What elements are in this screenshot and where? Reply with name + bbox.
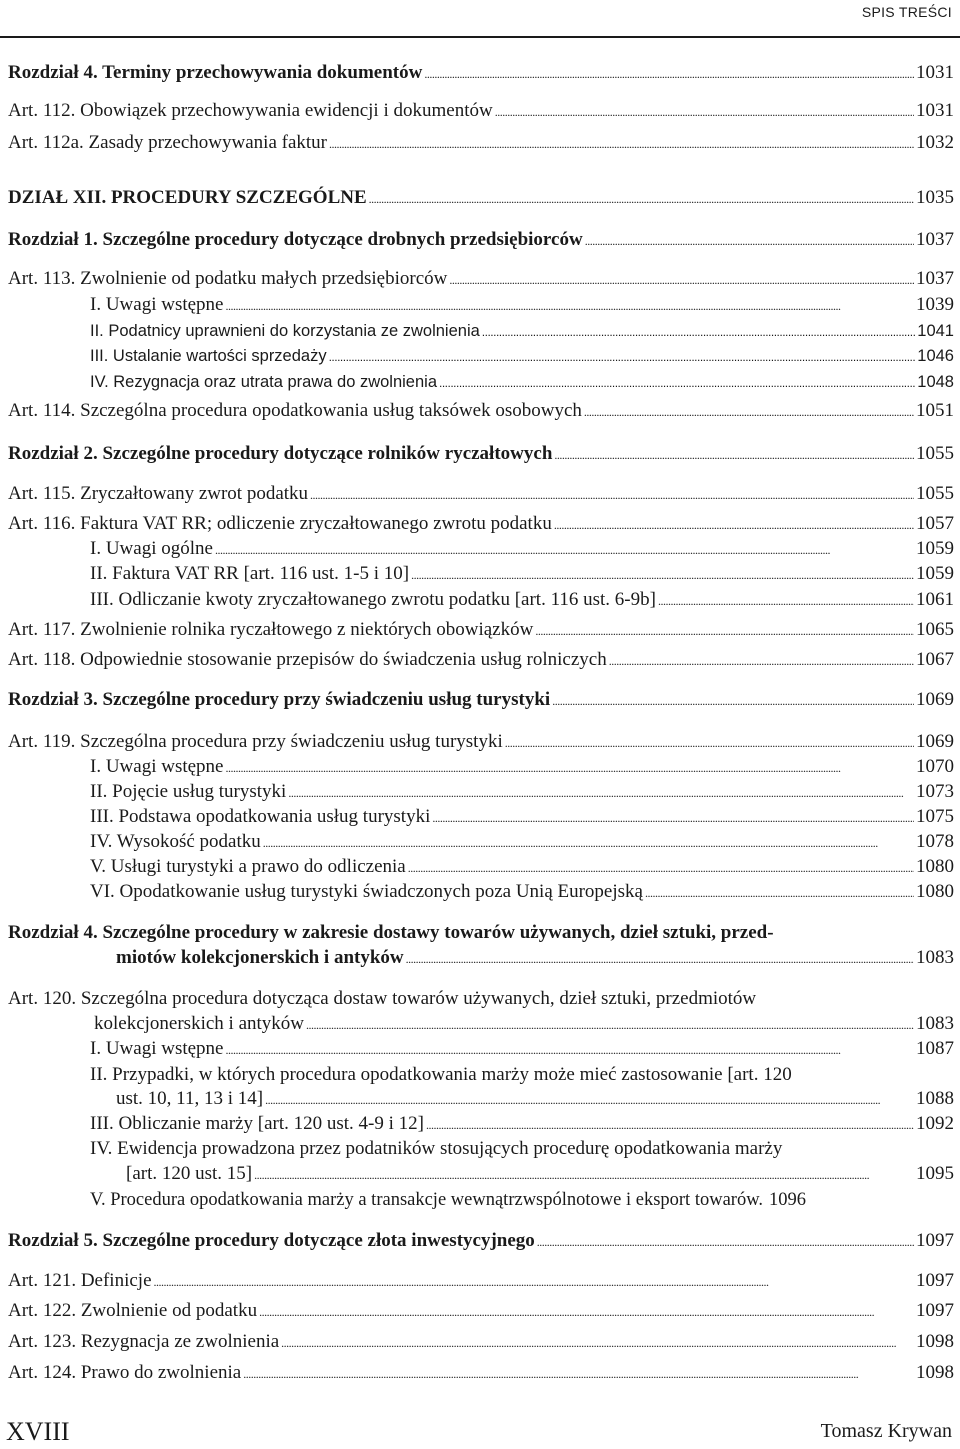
leader-dots [552,689,914,713]
leader-dots [609,649,914,673]
toc-entry[interactable] [8,855,954,880]
toc-entry-label: Rozdział 1. Szczególne procedury dotyczące drobnych przedsiębiorców [8,229,583,250]
toc-entry[interactable] [8,1162,954,1187]
toc-entry-page: 1055 [916,483,954,504]
author-name: Tomasz Krywan [820,1420,952,1442]
toc-entry-page: 1087 [916,1038,954,1059]
toc-entry-label-line1[interactable]: IV. Ewidencja prowadzona przez podatników stosujących procedurę opodatkowania marży [90,1138,783,1159]
toc-entry[interactable] [8,442,954,467]
toc-entry-label: IV. Rezygnacja oraz utrata prawa do zwolnienia [90,373,438,391]
toc-entry[interactable] [8,344,954,369]
toc-entry-label-line1[interactable]: Rozdział 4. Szczególne procedury w zakresie dostawy towarów używanych, dzieł sztuki, przed- [8,922,774,943]
toc-entry-label: II. Podatnicy uprawnieni do korzystania ze zwolnienia [90,322,480,340]
leader-dots [243,1362,914,1386]
toc-entry[interactable] [8,399,954,424]
toc-entry-page: 1032 [916,132,954,153]
toc-entry-label: II. Faktura VAT RR [art. 116 ust. 1-5 i 10] [90,563,410,584]
toc-entry[interactable] [8,1188,954,1212]
toc-entry[interactable] [8,1087,954,1112]
leader-dots [329,132,914,156]
leader-dots [259,1300,914,1324]
leader-dots [310,483,914,507]
toc-entry-page: 1083 [916,1013,954,1034]
leader-dots [432,806,914,830]
leader-dots [306,1013,914,1037]
toc-entry-label: I. Uwagi ogólne [90,538,213,559]
toc-entry[interactable] [8,1269,954,1294]
toc-entry-page: 1037 [916,268,954,289]
toc-entry[interactable] [8,780,954,805]
toc-entry-page: 1097 [916,1270,954,1291]
toc-entry-label: V. Usługi turystyki a prawo do odliczenia [90,856,406,877]
toc-entry-label: Art. 116. Faktura VAT RR; odliczenie zryczałtowanego zwrotu podatku [8,513,552,534]
toc-entry-label: kolekcjonerskich i antyków [94,1013,305,1034]
toc-entry-label: II. Pojęcie usług turystyki [90,781,287,802]
toc-entry[interactable] [8,482,954,507]
toc-entry-page: 1080 [916,881,954,902]
toc-entry[interactable] [8,370,954,395]
toc-entry-page: 1059 [916,538,954,559]
toc-entry-page: 1065 [916,619,954,640]
toc-entry-label: I. Uwagi wstępne [90,756,224,777]
leader-dots [439,371,915,395]
toc-entry-label: III. Podstawa opodatkowania usług turystyki [90,806,431,827]
toc-entry[interactable] [8,1299,954,1324]
toc-entry-page: 1061 [916,589,954,610]
toc-entry[interactable] [8,805,954,830]
leader-dots [658,589,914,613]
header-rule [0,36,960,38]
toc-entry-page: 1098 [916,1331,954,1352]
leader-dots [226,294,915,318]
toc-entry-label: Art. 123. Rezygnacja ze zwolnienia [8,1331,280,1352]
leader-dots [495,100,914,124]
leader-dots [482,320,915,344]
toc-entry-page: 1031 [916,62,954,83]
leader-dots [254,1163,914,1187]
toc-entry[interactable] [8,830,954,855]
leader-dots [288,781,914,805]
toc-entry-page: 1070 [916,756,954,777]
toc-entry-label: I. Uwagi wstępne [90,1038,224,1059]
toc-entry[interactable] [8,1229,954,1254]
page-number: XVIII [6,1417,70,1446]
toc-entry-page: 1083 [916,947,954,968]
toc-entry[interactable] [8,618,954,643]
leader-dots [281,1331,914,1355]
toc-entry-label: Art. 115. Zryczałtowany zwrot podatku [8,483,309,504]
toc-entry[interactable] [8,588,954,613]
toc-entry[interactable] [8,293,954,318]
toc-entry[interactable] [8,512,954,537]
leader-dots [584,400,914,424]
toc-entry-label: Rozdział 2. Szczególne procedury dotyczące rolników ryczałtowych [8,443,553,464]
leader-dots [554,513,914,537]
toc-entry-page: 1097 [916,1300,954,1321]
toc-entry-label: III. Odliczanie kwoty zryczałtowanego zwrotu podatku [art. 116 ust. 6-9b] [90,589,656,610]
toc-entry-page: 1078 [916,831,954,852]
toc-entry[interactable] [8,319,954,344]
toc-entry[interactable] [8,1037,954,1062]
toc-entry-label: Art. 124. Prawo do zwolnienia [8,1362,242,1383]
toc-entry-label: III. Ustalanie wartości sprzedaży [90,347,327,365]
toc-entry-page: 1097 [916,1230,954,1251]
toc-entry[interactable] [8,730,954,755]
toc-entry[interactable] [8,228,954,253]
running-header: SPIS TREŚCI [861,4,952,20]
toc-entry-page: 1092 [916,1113,954,1134]
toc-entry[interactable] [8,99,954,124]
toc-entry-page: 1035 [916,187,954,208]
toc-entry-page: 1057 [916,513,954,534]
toc-entry-label-line1[interactable]: II. Przypadki, w których procedura opodatkowania marży może mieć zastosowanie [art. 120 [90,1064,792,1085]
toc-entry-page: 1046 [917,347,954,365]
toc-entry-page: 1095 [916,1163,954,1184]
toc-entry-page: 1031 [916,100,954,121]
toc-entry-label: I. Uwagi wstępne [90,294,224,315]
toc-entry[interactable] [8,562,954,587]
leader-dots [329,345,916,369]
toc-entry-label: [art. 120 ust. 15] [126,1163,253,1184]
toc-entry-page: 1055 [916,443,954,464]
leader-dots [645,881,914,905]
toc-entry[interactable] [8,1012,954,1037]
toc-entry-page: 1039 [916,294,954,315]
leader-dots [369,187,914,211]
toc-entry-page: 1051 [916,400,954,421]
toc-entry-label: III. Obliczanie marży [art. 120 ust. 4-9 i 12] [90,1113,424,1134]
leader-dots [408,856,914,880]
toc-entry-label: miotów kolekcjonerskich i antyków [116,947,404,968]
leader-dots [265,1088,914,1112]
leader-dots [406,947,914,971]
toc-entry-page: 1073 [916,781,954,802]
toc-entry[interactable] [8,1361,954,1386]
toc-entry-page: 1098 [916,1362,954,1383]
toc-entry[interactable] [8,131,954,156]
toc-entry-page: 1048 [917,373,954,391]
toc-entry-page: 1069 [916,731,954,752]
leader-dots [154,1270,914,1294]
leader-dots [215,538,914,562]
leader-dots [554,443,914,467]
toc-entry-page: 1080 [916,856,954,877]
leader-dots [535,619,914,643]
leader-dots [426,1113,914,1137]
toc-entry-page: 1067 [916,649,954,670]
toc-entry-label: Art. 112. Obowiązek przechowywania ewidencji i dokumentów [8,100,493,121]
toc-entry-label: Art. 121. Definicje [8,1270,152,1291]
toc-entry-label: Rozdział 3. Szczególne procedury przy świadczeniu usług turystyki [8,689,551,710]
toc-entry[interactable] [8,61,954,86]
toc-entry-label: Art. 119. Szczególna procedura przy świadczeniu usług turystyki [8,731,503,752]
toc-entry-label: Rozdział 5. Szczególne procedury dotyczące złota inwestycyjnego [8,1230,535,1251]
toc-entry-page: 1088 [916,1088,954,1109]
leader-dots [263,831,914,855]
toc-entry-label: Art. 118. Odpowiednie stosowanie przepisów do świadczenia usług rolniczych [8,649,607,670]
toc-entry-page: 1096 [768,1190,806,1210]
leader-dots [505,731,914,755]
toc-entry-label: V. Procedura opodatkowania marży a transakcje wewnątrzwspólnotowe i eksport towarów. [90,1190,763,1210]
toc-entry[interactable] [8,648,954,673]
toc-entry-label: Art. 114. Szczególna procedura opodatkowania usług taksówek osobowych [8,400,582,421]
toc-entry[interactable] [8,537,954,562]
leader-dots [226,1038,915,1062]
toc-entry-label: VI. Opodatkowanie usług turystyki świadczonych poza Unią Europejską [90,881,643,902]
toc-entry-label: Art. 117. Zwolnienie rolnika ryczałtowego z niektórych obowiązków [8,619,534,640]
leader-dots [449,268,914,292]
toc-entry-label: Art. 122. Zwolnienie od podatku [8,1300,258,1321]
leader-dots [585,229,914,253]
toc-entry[interactable] [8,688,954,713]
toc-entry-label: ust. 10, 11, 13 i 14] [116,1088,264,1109]
toc-entry[interactable] [8,267,954,292]
toc-entry-label: DZIAŁ XII. PROCEDURY SZCZEGÓLNE [8,187,367,208]
toc-entry-page: 1069 [916,689,954,710]
toc-entry-label: Art. 113. Zwolnienie od podatku małych przedsiębiorców [8,268,448,289]
toc-entry[interactable] [8,1330,954,1355]
toc-entry-label: Art. 112a. Zasady przechowywania faktur [8,132,328,153]
toc-entry-label: Rozdział 4. Terminy przechowywania dokumentów [8,62,423,83]
leader-dots [226,756,915,780]
toc-entry[interactable] [8,946,954,971]
toc-entry-label-line1[interactable]: Art. 120. Szczególna procedura dotycząca dostaw towarów używanych, dzieł sztuki, przedmiotów [8,988,757,1009]
toc-entry-page: 1037 [916,229,954,250]
toc-entry[interactable] [8,186,954,211]
toc-entry-page: 1075 [916,806,954,827]
toc-entry[interactable] [8,755,954,780]
toc-entry[interactable] [8,1112,954,1137]
toc-entry-label: IV. Wysokość podatku [90,831,261,852]
toc-entry-page: 1041 [917,322,954,340]
leader-dots [424,62,914,86]
leader-dots [411,563,914,587]
toc-entry-page: 1059 [916,563,954,584]
toc-entry[interactable] [8,880,954,905]
leader-dots [537,1230,914,1254]
